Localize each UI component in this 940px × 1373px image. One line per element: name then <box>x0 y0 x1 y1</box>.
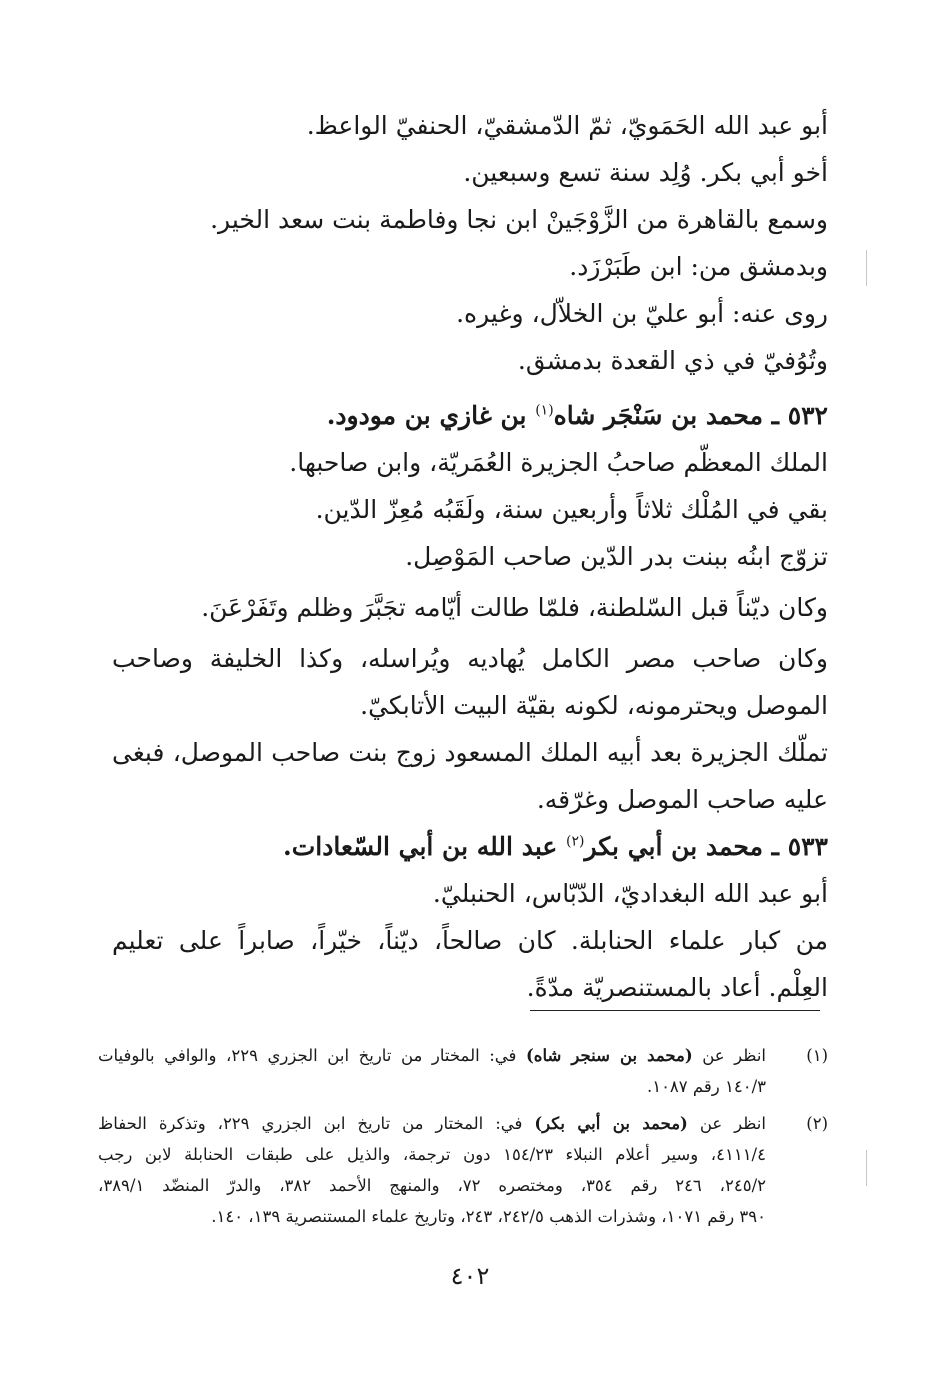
footnote-line: ٣٩٠ رقم ١٠٧١، وشذرات الذهب ٢٤٢/٥، ٢٤٣، وتاريخ علماء المستنصرية ١٣٩، ١٤٠. <box>211 1207 766 1226</box>
text-line: وسمع بالقاهرة من الزَّوْجَينْ ابن نجا وفاطمة بنت سعد الخير. <box>210 205 828 234</box>
text-line: وتُوُفيّ في ذي القعدة بدمشق. <box>517 346 828 375</box>
footnote-separator <box>530 1010 820 1011</box>
footnote-line: ١٤٠/٣ رقم ١٠٨٧. <box>646 1077 766 1096</box>
scan-margin-mark <box>866 1150 867 1186</box>
footnote-2 <box>98 1108 828 1232</box>
text-line: وكان ديّناً قبل السّلطنة، فلمّا طالت أيّامه تجَبَّرَ وظلم وتَفَرْعَنَ. <box>201 593 828 622</box>
text-line: أخو أبي بكر. وُلِد سنة تسع وسبعين. <box>463 158 828 187</box>
text-line: وكان صاحب مصر الكامل يُهاديه ويُراسله، وكذا الخليفة وصاحب <box>112 644 828 673</box>
footnote-line: ٤١١١/٤، وسير أعلام النبلاء ١٥٤/٢٣ دون ترجمة، والذيل على طبقات الحنابلة لابن رجب <box>98 1145 766 1164</box>
text-line: الملك المعظّم صاحبُ الجزيرة العُمَريّة، وابن صاحبها. <box>289 448 828 477</box>
footnotes <box>98 1040 828 1238</box>
text-line: تزوّج ابنُه ببنت بدر الدّين صاحب المَوْصِل. <box>405 542 828 571</box>
text-line: تملّك الجزيرة بعد أبيه الملك المسعود زوج بنت صاحب الموصل، فبغى <box>112 738 828 767</box>
text-line: أبو عبد الله الحَمَويّ، ثمّ الدّمشقيّ، الحنفيّ الواعظ. <box>306 111 828 140</box>
entry-heading-533 <box>112 823 828 870</box>
scan-margin-mark <box>866 250 867 286</box>
entry-heading-title: ٥٣٢ ـ محمد بن سَنْجَر شاه <box>553 401 828 430</box>
footnote-number: (١) <box>806 1046 828 1065</box>
footnote-number: (٢) <box>806 1114 828 1133</box>
main-text <box>112 102 828 1011</box>
footnote-line: انظر عن (محمد بن أبي بكر) في: المختار من تاريخ ابن الجزري ٢٢٩، وتذكرة الحفاظ <box>98 1114 766 1133</box>
footnote-line: ٢٤٥/٢، ٢٤٦ رقم ٣٥٤، ومختصره ٧٢، والمنهج الأحمد ٣٨٢، والدرّ المنضّد ٣٨٩/١، <box>98 1176 766 1195</box>
text-line: وبدمشق من: ابن طَبَرْزَد. <box>569 252 828 281</box>
footnote-1 <box>98 1040 828 1102</box>
page-number: ٤٠٢ <box>450 1262 490 1290</box>
footnote-subject: (محمد بن سنجر شاه) <box>526 1046 693 1065</box>
text-line: بقي في المُلْك ثلاثاً وأربعين سنة، ولَقَبُه مُعِزّ الدّين. <box>315 495 828 524</box>
entry-heading-rest: عبد الله بن أبي السّعادات. <box>283 832 566 861</box>
entry-heading-title: ٥٣٣ ـ محمد بن أبي بكر <box>584 832 828 861</box>
text-line: أبو عبد الله البغداديّ، الدّبّاس، الحنبليّ. <box>432 879 828 908</box>
text-line: روى عنه: أبو عليّ بن الخلاّل، وغيره. <box>456 299 828 328</box>
entry-heading-532 <box>112 392 828 439</box>
text-line: العِلْم. أعاد بالمستنصريّة مدّةً. <box>526 973 828 1002</box>
entry-heading-rest: بن غازي بن مودود. <box>326 401 536 430</box>
footnote-subject: (محمد بن أبي بكر) <box>534 1114 688 1133</box>
text-line: الموصل ويحترمونه، لكونه بقيّة البيت الأتابكيّ. <box>360 691 828 720</box>
footnote-ref-2[interactable]: (٢) <box>565 833 585 850</box>
text-line: من كبار علماء الحنابلة. كان صالحاً، ديّناً، خيّراً، صابراً على تعليم <box>112 926 828 955</box>
footnote-ref-1[interactable]: (١) <box>535 402 554 419</box>
footnote-line: انظر عن (محمد بن سنجر شاه) في: المختار من تاريخ ابن الجزري ٢٢٩، والوافي بالوفيات <box>98 1046 766 1065</box>
text-line: عليه صاحب الموصل وغرّقه. <box>536 785 828 814</box>
